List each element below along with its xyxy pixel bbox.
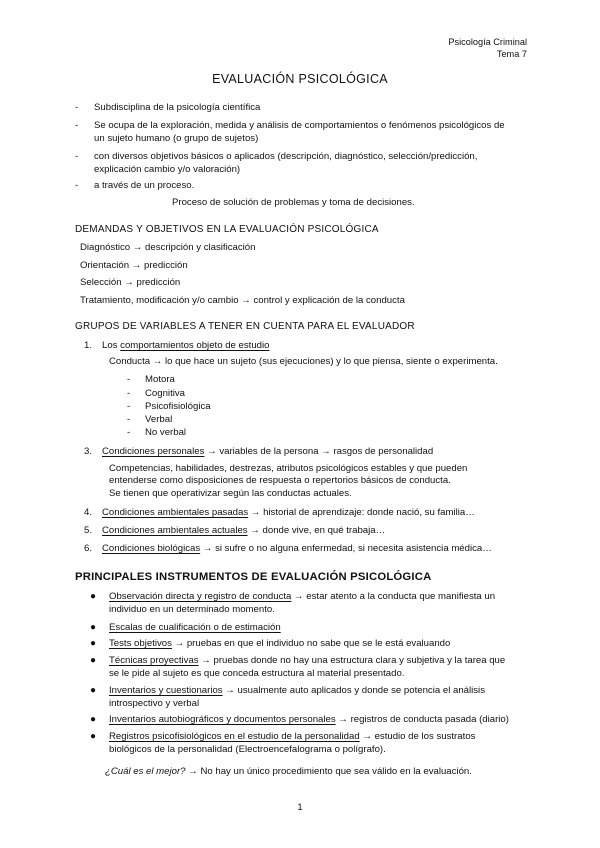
item-desc: Competencias, habilidades, destrezas, atributos psicológicos estables y que pueden [109,463,468,474]
instrument-item [109,714,509,725]
item-number: 3. [84,446,93,457]
instrument-name: Tests objetivos [109,638,172,649]
instrument-name: Inventarios y cuestionarios [109,685,223,696]
instrument-desc: → estar atento a la conducta que manifiesta un [291,591,496,602]
item-underlined: comportamientos objeto de estudio [120,340,270,351]
bullet-marker: - [75,180,79,191]
item-title [102,543,492,554]
instrument-name: Inventarios autobiográficos y documentos personales [109,714,336,725]
instrument-name: Escalas de cualificación o de estimación [109,622,281,633]
item-rest: → historial de aprendizaje: donde nació, su familia… [248,507,475,518]
intro-line: un sujeto humano (o grupo de sujetos) [94,133,259,144]
item-underlined: Condiciones ambientales actuales [102,525,248,536]
answer-text: → No hay un único procedimiento que sea válido en la evaluación. [185,766,472,777]
demanda-item: Orientación → predicción [80,260,188,271]
item-number: 6. [84,543,93,554]
intro-line: Subdisciplina de la psicología científica [94,102,261,113]
intro-line: Se ocupa de la exploración, medida y análisis de comportamientos o fenómenos psicológicos de [94,120,505,131]
item-number: 1. [84,340,93,351]
sub-item: No verbal [145,427,187,438]
bullet-dot: ● [90,638,97,649]
instrument-cont: biológicos de la personalidad (Electroencefalograma o polígrafo). [109,744,386,755]
instrument-cont: se le pide al sujeto es que conceda estructura al material presentado. [109,668,405,679]
demanda-item: Tratamiento, modificación y/o cambio → control y explicación de la conducta [80,295,405,306]
instrument-item [109,591,495,602]
page-header [448,36,527,60]
instrument-name: Técnicas proyectivas [109,655,199,666]
sub-item: Motora [145,374,175,385]
instrument-item [109,655,505,666]
bullet-dot: ● [90,655,97,666]
document-title: EVALUACIÓN PSICOLÓGICA [212,72,388,86]
sub-dash: - [127,388,131,399]
sub-dash: - [127,374,131,385]
item-desc: entenderse como disposiciones de respuesta o repertorios básicos de conducta. [109,475,451,486]
instrument-desc: → estudio de los sustratos [359,731,476,742]
item-desc: Se tienen que operativizar según las conductas actuales. [109,488,352,499]
instrument-desc: → pruebas en que el individuo no sabe que se le está evaluando [171,638,451,649]
sub-item: Psicofisiológica [145,401,211,412]
item-number: 5. [84,525,93,536]
section-heading: DEMANDAS Y OBJETIVOS EN LA EVALUACIÓN PSICOLÓGICA [75,224,379,235]
instrument-desc: → pruebas donde no hay una estructura clara y subjetiva y la tarea que [198,655,506,666]
instrument-desc: → registros de conducta pasada (diario) [335,714,509,725]
instrument-item [109,731,475,742]
instrument-name: Observación directa y registro de conducta [109,591,292,602]
section-heading: GRUPOS DE VARIABLES A TENER EN CUENTA PARA EL EVALUADOR [75,321,415,332]
bullet-dot: ● [90,731,97,742]
center-note: Proceso de solución de problemas y toma de decisiones. [172,197,415,208]
section-heading-bold: PRINCIPALES INSTRUMENTOS DE EVALUACIÓN PSICOLÓGICA [75,571,432,583]
item-title [102,446,433,457]
closing-question [105,766,472,777]
sub-item: Verbal [145,414,173,425]
item-prefix: Los [102,340,121,351]
bullet-dot: ● [90,714,97,725]
header-topic: Tema 7 [496,49,527,59]
sub-dash: - [127,414,131,425]
bullet-marker: - [75,120,79,131]
item-title [102,507,475,518]
page-number: 1 [297,802,303,813]
item-desc: Conducta → lo que hace un sujeto (sus ejecuciones) y lo que piensa, siente o experimenta. [109,356,498,367]
item-rest: → variables de la persona → rasgos de personalidad [204,446,434,457]
intro-line: explicación cambio y/o valoración) [94,164,241,175]
instrument-item [109,638,450,649]
instrument-item [109,622,281,633]
item-title [102,340,269,351]
demanda-item: Diagnóstico → descripción y clasificación [80,242,256,253]
bullet-marker: - [75,151,79,162]
header-course: Psicología Criminal [448,37,527,47]
demanda-item: Selección → predicción [80,277,181,288]
instrument-desc: → usualmente auto aplicados y donde se potencia el análisis [222,685,485,696]
item-rest: → si sufre o no alguna enfermedad, si necesita asistencia médica… [200,543,492,554]
intro-line: con diversos objetivos básicos o aplicados (descripción, diagnóstico, selección/predicción, [94,151,478,162]
bullet-marker: - [75,102,79,113]
intro-line: a través de un proceso. [94,180,195,191]
sub-dash: - [127,427,131,438]
instrument-name: Registros psicofisiológicos en el estudio de la personalidad [109,731,360,742]
item-underlined: Condiciones personales [102,446,205,457]
instrument-item [109,685,485,696]
bullet-dot: ● [90,591,97,602]
bullet-dot: ● [90,685,97,696]
instrument-cont: individuo en un determinado momento. [109,604,275,615]
item-underlined: Condiciones biológicas [102,543,201,554]
sub-dash: - [127,401,131,412]
question-text: ¿Cuál es el mejor? [105,766,186,777]
instrument-cont: introspectivo y verbal [109,698,200,709]
sub-item: Cognitiva [145,388,185,399]
item-title [102,525,385,536]
item-rest: → donde vive, en qué trabaja… [247,525,386,536]
bullet-dot: ● [90,622,97,633]
item-underlined: Condiciones ambientales pasadas [102,507,249,518]
item-number: 4. [84,507,93,518]
